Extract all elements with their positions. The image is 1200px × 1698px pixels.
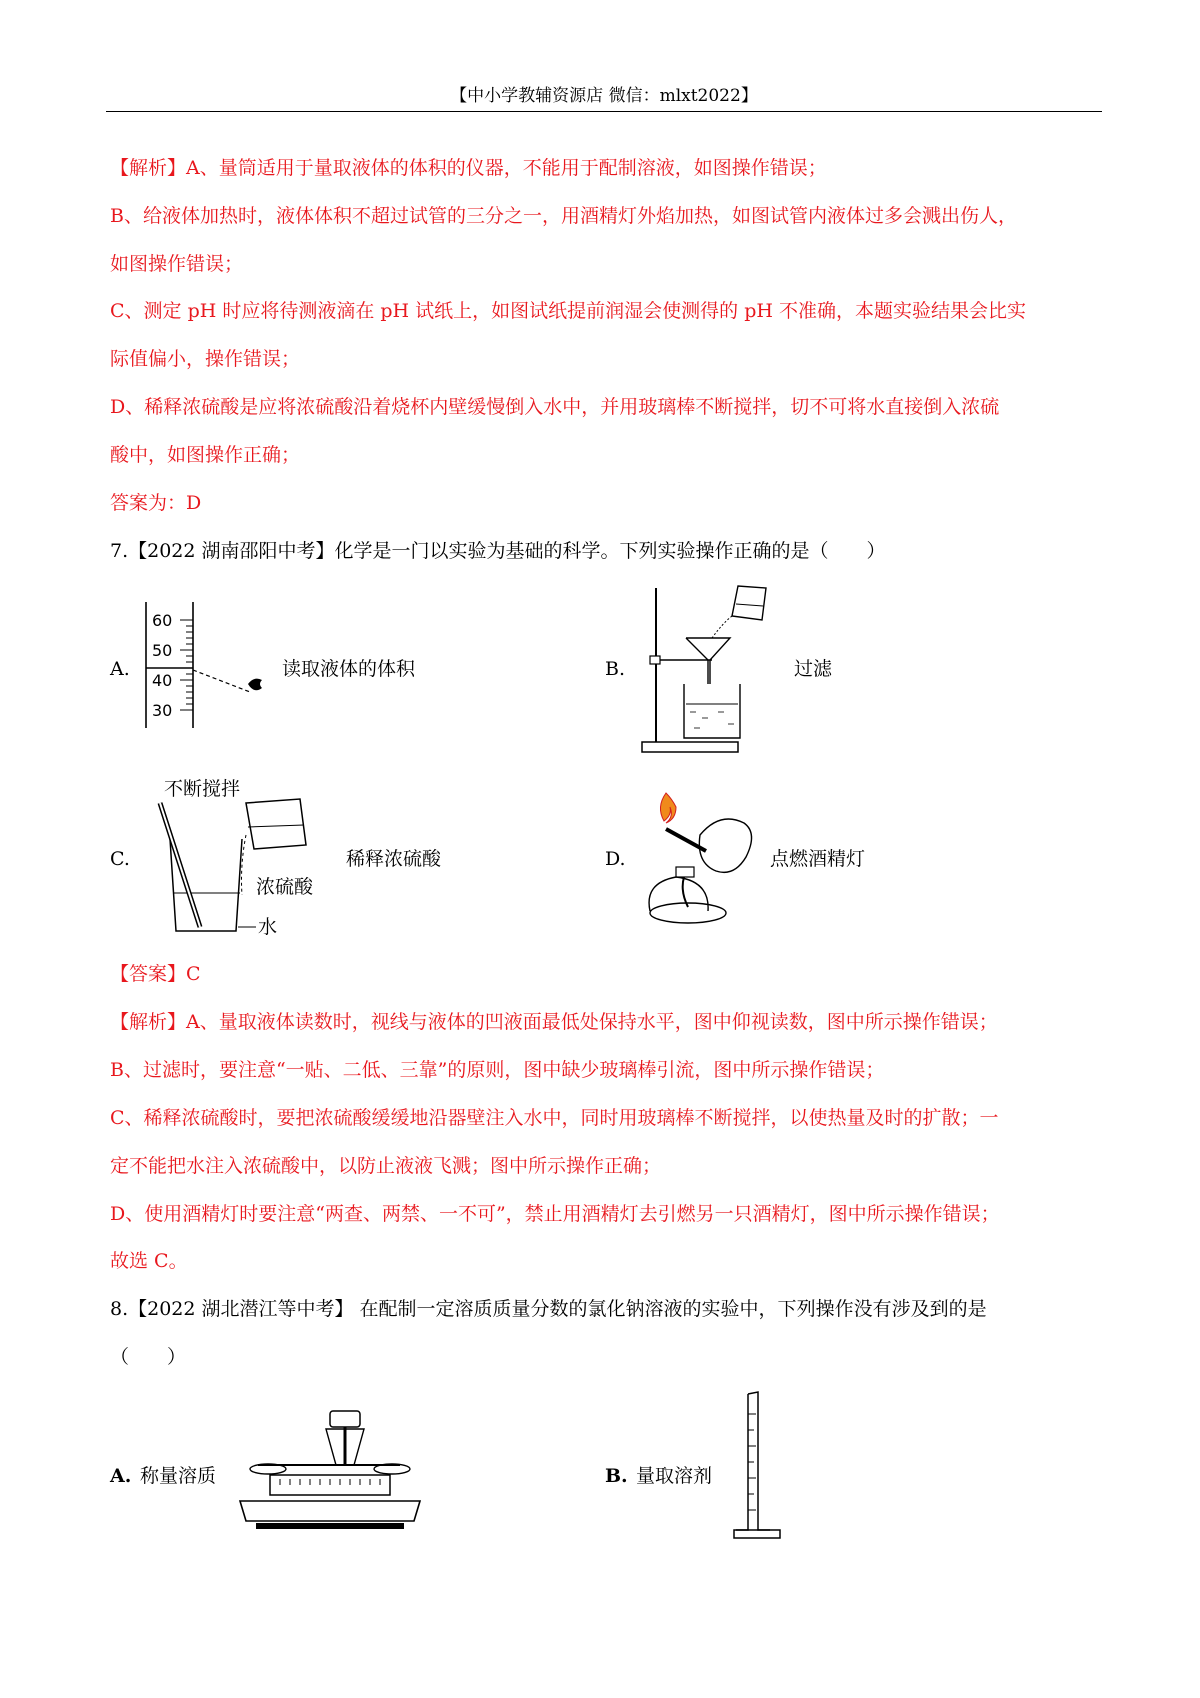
tick-label-40: 40 xyxy=(152,671,173,690)
q8-option-b-label: B. xyxy=(605,1465,628,1487)
q7-option-a-figure xyxy=(138,600,278,730)
q7-analysis-line-1: 【解析】A、量取液体读数时，视线与液体的凹液面最低处保持水平，图中仰视读数，图中所示操作错误； xyxy=(110,1011,998,1033)
q8-option-a-label: A. xyxy=(110,1465,132,1487)
q8-option-a-caption: 称量溶质 xyxy=(140,1465,217,1487)
q7-option-b-label: B. xyxy=(605,658,626,680)
q8-option-a-figure xyxy=(230,1405,430,1535)
prev-analysis-line-2: B、给液体加热时，液体体积不超过试管的三分之一，用酒精灯外焰加热，如图试管内液体过多会溅出伤人， xyxy=(110,205,1017,227)
eye-icon xyxy=(248,679,262,691)
q7-analysis-line-4: 定不能把水注入浓硫酸中，以防止液液飞溅；图中所示操作正确； xyxy=(110,1155,662,1177)
q7-stem: 7.【2022 湖南邵阳中考】化学是一门以实验为基础的科学。下列实验操作正确的是（ ） xyxy=(110,540,886,562)
q8-stem: 8.【2022 湖北潜江等中考】 在配制一定溶质质量分数的氯化钠溶液的实验中，下列操作没有涉及到的是 xyxy=(110,1298,987,1320)
tick-label-50: 50 xyxy=(152,641,173,660)
q7-option-c-caption: 稀释浓硫酸 xyxy=(346,848,442,870)
q7-option-d-label: D. xyxy=(605,848,626,870)
q7-option-b-figure xyxy=(640,580,790,755)
label-water: 水 xyxy=(258,916,278,935)
q7-analysis-line-6: 故选 C。 xyxy=(110,1250,188,1272)
q7-option-b-caption: 过滤 xyxy=(794,658,833,680)
q7-answer: 【答案】C xyxy=(110,963,201,985)
q7-option-a-caption: 读取液体的体积 xyxy=(282,658,416,680)
tick-label-60: 60 xyxy=(152,611,173,630)
page-header: 【中小学教辅资源店 微信：mlxt2022】 xyxy=(450,86,758,106)
prev-analysis-line-3: 如图操作错误； xyxy=(110,253,244,275)
flame-icon xyxy=(660,793,676,823)
label-stirring: 不断搅拌 xyxy=(164,778,241,800)
q7-option-c-label: C. xyxy=(110,848,130,870)
q7-analysis-line-2: B、过滤时，要注意“一贴、二低、三靠”的原则，图中缺少玻璃棒引流，图中所示操作错误； xyxy=(110,1059,885,1081)
prev-analysis-line-7: 酸中，如图操作正确； xyxy=(110,444,301,466)
q7-option-d-caption: 点燃酒精灯 xyxy=(770,848,866,870)
prev-analysis-line-4: C、测定 pH 时应将待测液滴在 pH 试纸上，如图试纸提前润湿会使测得的 pH 不准确，本题实验结果会比实 xyxy=(110,300,1026,322)
q8-option-b-figure xyxy=(732,1390,792,1550)
header-rule xyxy=(106,111,1102,112)
q7-analysis-line-3: C、稀释浓硫酸时，要把浓硫酸缓缓地沿器壁注入水中，同时用玻璃棒不断搅拌，以使热量及时的扩散；一 xyxy=(110,1107,999,1129)
prev-analysis-line-6: D、稀释浓硫酸是应将浓硫酸沿着烧杯内壁缓慢倒入水中，并用玻璃棒不断搅拌，切不可将水直接倒入浓硫 xyxy=(110,396,1000,418)
prev-analysis-line-1: 【解析】A、量筒适用于量取液体的体积的仪器，不能用于配制溶液，如图操作错误； xyxy=(110,157,827,179)
q7-option-d-figure xyxy=(636,785,766,925)
q8-option-b-caption: 量取溶剂 xyxy=(636,1465,713,1487)
tick-label-30: 30 xyxy=(152,701,173,720)
q7-analysis-line-5: D、使用酒精灯时要注意“两查、两禁、一不可”，禁止用酒精灯去引燃另一只酒精灯，图中所示操作错误； xyxy=(110,1203,1000,1225)
prev-analysis-line-5: 际值偏小，操作错误； xyxy=(110,348,301,370)
q7-option-a-label: A. xyxy=(110,658,130,680)
q8-stem-cont: （ ） xyxy=(110,1346,187,1368)
prev-answer: 答案为：D xyxy=(110,492,202,514)
q7-option-c-figure xyxy=(150,775,350,935)
label-concentrated-acid: 浓硫酸 xyxy=(256,876,314,898)
